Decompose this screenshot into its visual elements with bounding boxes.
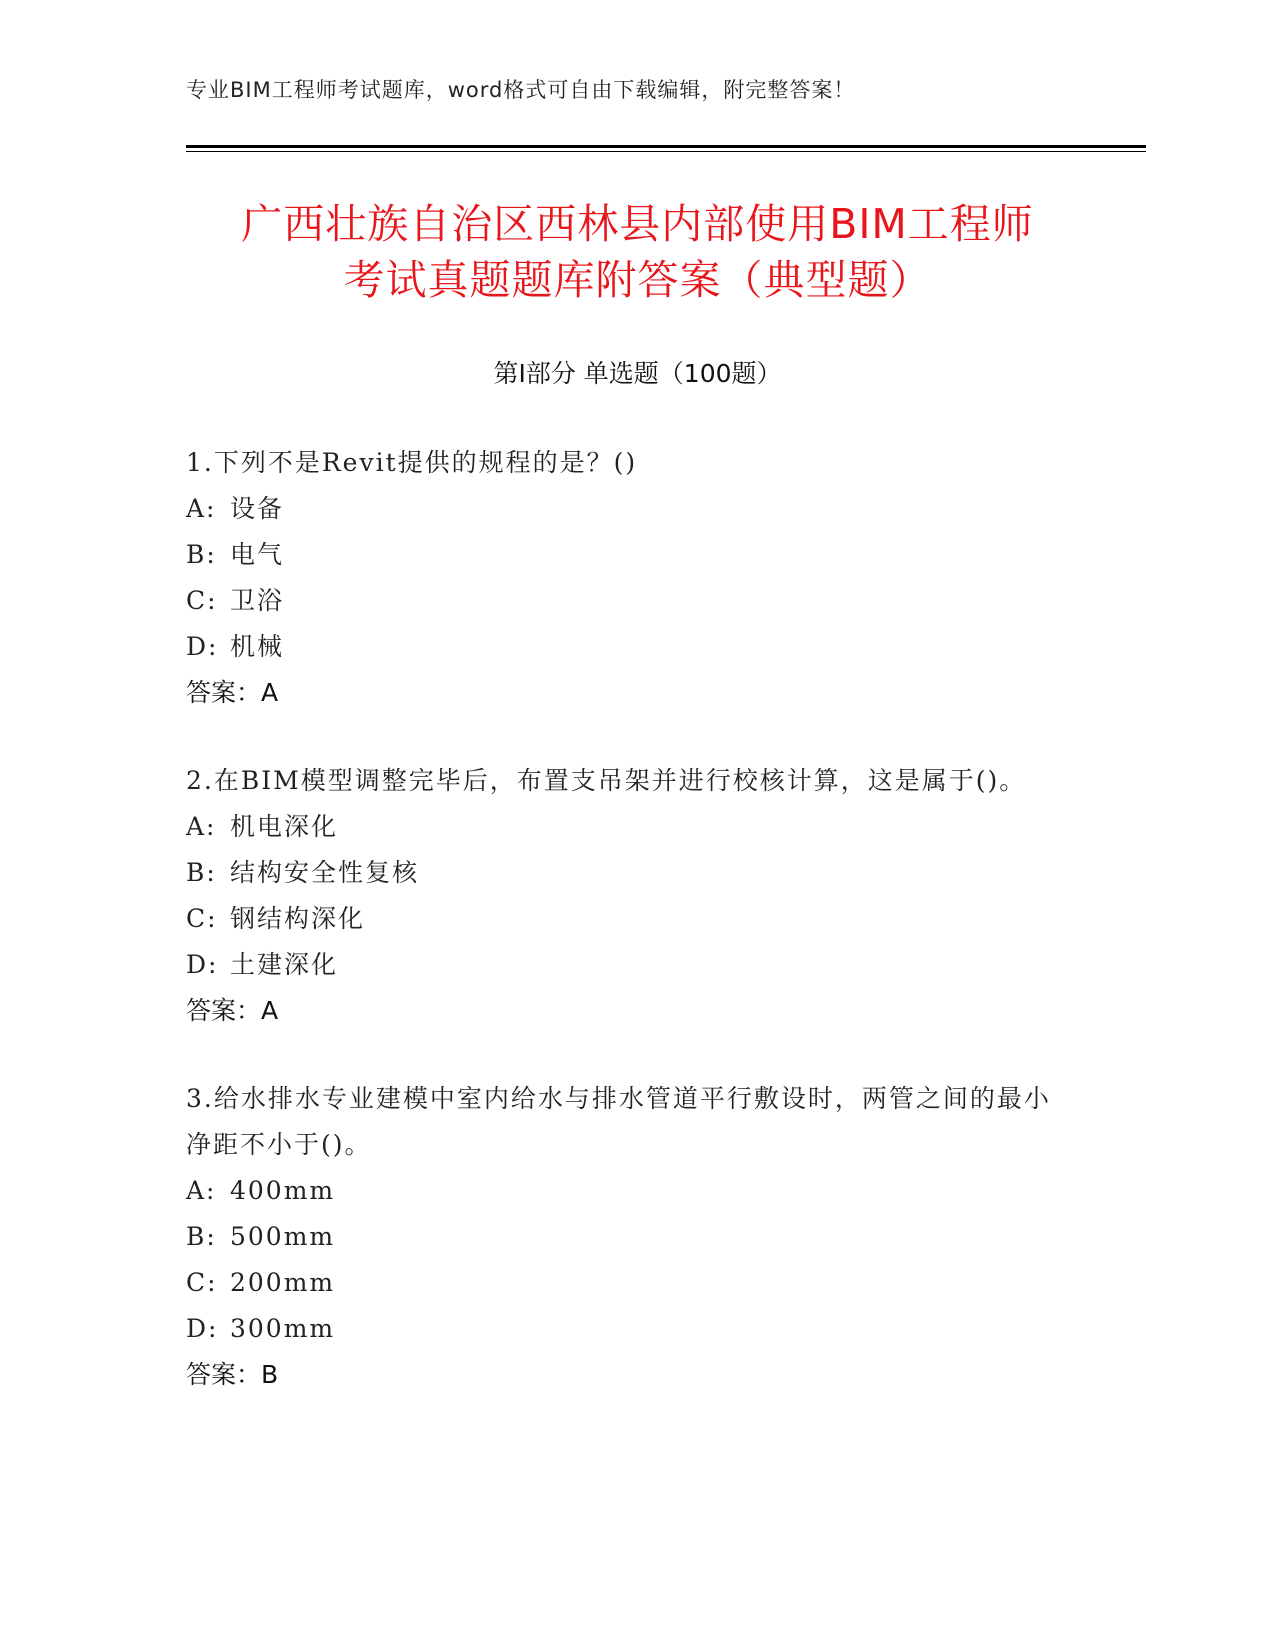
option-text: 机械 [230,632,285,661]
question-1 [186,440,1066,716]
option-c [186,896,1066,942]
option-text: 设备 [230,494,285,523]
option-text: 300mm [230,1314,336,1343]
document-title-line-2: 考试真题题库附答案（典型题） [343,256,932,304]
option-a [186,804,1066,850]
document-title-line-1: 广西壮族自治区西林县内部使用BIM工程师 [241,200,1034,248]
option-key: A: [186,494,217,523]
question-stem: 2.在BIM模型调整完毕后，布置支吊架并进行校核计算，这是属于()。 [186,766,1027,795]
option-text: 500mm [230,1222,336,1251]
option-b [186,532,1066,578]
option-key: C: [186,904,218,933]
header-rule-thick [186,145,1146,148]
option-text: 200mm [230,1268,336,1297]
option-d [186,942,1066,988]
option-d [186,624,1066,670]
option-key: D: [186,950,219,979]
option-text: 钢结构深化 [230,904,366,933]
question-3 [186,1076,1066,1398]
option-key: A: [186,1176,217,1205]
option-a [186,486,1066,532]
option-text: 400mm [230,1176,336,1205]
option-b [186,1214,1066,1260]
question-answer: 答案：B [186,1360,279,1389]
question-answer: 答案：A [186,678,279,707]
document-title [150,196,1125,308]
header-note: 专业BIM工程师考试题库，word格式可自由下载编辑，附完整答案！ [186,78,856,102]
option-key: B: [186,858,217,887]
option-key: D: [186,1314,219,1343]
option-d [186,1306,1066,1352]
option-c [186,1260,1066,1306]
section-title: 第Ⅰ部分 单选题（100题） [493,359,782,388]
question-list [186,440,1066,1440]
question-answer: 答案：A [186,996,279,1025]
option-key: B: [186,540,217,569]
header-rule-thin [186,151,1146,152]
option-text: 卫浴 [230,586,285,615]
option-key: C: [186,586,218,615]
question-2 [186,758,1066,1034]
option-text: 机电深化 [230,812,339,841]
option-b [186,850,1066,896]
question-stem: 1.下列不是Revit提供的规程的是？() [186,448,638,477]
option-key: B: [186,1222,217,1251]
option-key: D: [186,632,219,661]
question-stem: 3.给水排水专业建模中室内给水与排水管道平行敷设时，两管之间的最小净距不小于()。 [186,1084,1051,1159]
option-text: 电气 [230,540,285,569]
option-key: C: [186,1268,218,1297]
option-a [186,1168,1066,1214]
option-text: 结构安全性复核 [230,858,420,887]
option-text: 土建深化 [230,950,339,979]
option-key: A: [186,812,217,841]
option-c [186,578,1066,624]
